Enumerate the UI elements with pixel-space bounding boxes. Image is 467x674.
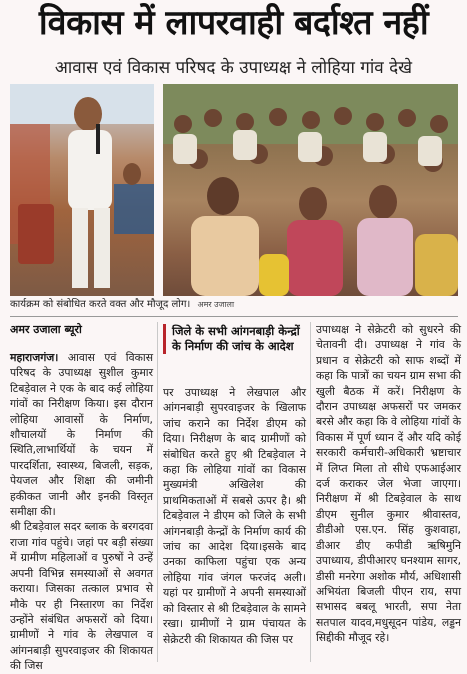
subheadline: आवास एवं विकास परिषद के उपाध्यक्ष ने लोहिया गांव देखे	[54, 58, 413, 78]
headline: विकास में लापरवाही बर्दाश्त नहीं	[38, 3, 429, 43]
dateline: महाराजगंज।	[10, 351, 59, 364]
byline: अमर उजाला ब्यूरो	[10, 323, 82, 336]
box-heading: जिले के सभी आंगनबाड़ी केन्द्रों के निर्माण की जांच के आदेश	[163, 324, 312, 354]
article-column-2: पर उपाध्यक्ष ने लेखपाल और आंगनबाड़ी सुपरवाइजर के खिलाफ जांच कराने का निर्देश डीएम को दिया। निरीक्षण के बाद ग्रामीणों को संबोधित करते हुए श्री टिबड़ेवाल ने कहा कि लोहिया गांवों का विकास मुख्यमंत्री अखिलेश की प्राथमिकताओं में सबसे ऊपर है। श्री टिबड़ेवाल ने डीएम को जिले के सभी आंगनबाड़ी केन्द्रों के निर्माण कार्य की जांच का आदेश दिया।इसके बाद उनका काफिला पहुंचा एक अन्य लोहिया गांव जंगल फरजंद अली। यहां पर ग्रामीणों ने अपनी समस्याओं को विस्तार से श्री टिबड़ेवाल के सामने रखा। ग्रामीणों ने ग्राम पंचायत के सेक्रेटरी की शिकायत की जिस पर	[163, 386, 306, 646]
speaker-photo	[10, 84, 154, 296]
article-column-1	[10, 350, 153, 674]
column-divider-1	[157, 322, 158, 662]
caption-text: कार्यक्रम को संबोधित करते वक्त और मौजूद लोग।	[10, 299, 191, 310]
column-1-text: आवास एवं विकास परिषद के उपाध्यक्ष सुशील कुमार टिबड़ेवाल ने एक के बाद कई लोहिया गांवों का निरीक्षण किया। इस दौरान लोहिया आवासों के निर्माण, शौचालयों के निर्माण की स्थिति,लाभार्थियों के चयन में पारदर्शिता, स्वास्थ्य, बिजली, सड़क, पेयजल और शिक्षा की जमीनी हकीकत जानी और इनकी विस्तृत समीक्षा की। श्री टिबड़ेवाल सदर ब्लाक के बरगदवा राजा गांव पहुंचे। जहां पर बड़ी संख्या में ग्रामीण महिलाओं व पुरुषों ने उन्हें अपनी विभिन्न समस्याओं से अवगत कराया। जिसका तत्काल प्रभाव से मौके पर ही निस्तारण का निर्देश उन्होंने संबंधित अफसरों को दिया। ग्रामीणों ने गांव के लेखपाल व आंगनबाड़ी सुपरवाइजर की शिकायत की जिस	[10, 351, 153, 673]
divider	[10, 316, 458, 317]
photo-credit: अमर उजाला	[197, 300, 235, 309]
crowd-photo	[163, 84, 458, 296]
column-divider-2	[310, 322, 311, 662]
photo-caption	[10, 298, 458, 312]
article-column-3: उपाध्यक्ष ने सेक्रेटरी को सुधरने की चेतावनी दी। उपाध्यक्ष ने गांव के प्रधान व सेक्रेटरी को साफ शब्दों में कहा कि पात्रों का चयन ग्राम सभा की खुली बैठक में करें। निरीक्षण के दौरान उपाध्यक्ष अफसरों पर जमकर बरसे और कहा कि वे लोहिया गांवों के विकास में पूर्ण ध्यान दें और यदि कोई सरकारी कर्मचारी-अधिकारी भ्रष्टाचार में लिप्त मिला तो सीधे एफआईआर दर्ज कराकर जेल भेजा जाएगा।निरीक्षण में श्री टिबड़ेवाल के साथ डीएम सुनील कुमार श्रीवास्तव, डीडीओ एस.एन. सिंह कुशवाहा, डीआर डीए कपीडी ऋषिमुनि उपाध्याय, डीपीआरए घनश्याम सागर, डीसी मनरेगा अशोक मौर्य, अधिशासी अभियंता बिजली पीएन राय, सपा सभासद बबलू भारती, सपा नेता सतपाल यादव,मधुसूदन पांडेय, लड्डन सिद्दीकी मौजूद रहे।	[316, 323, 461, 645]
